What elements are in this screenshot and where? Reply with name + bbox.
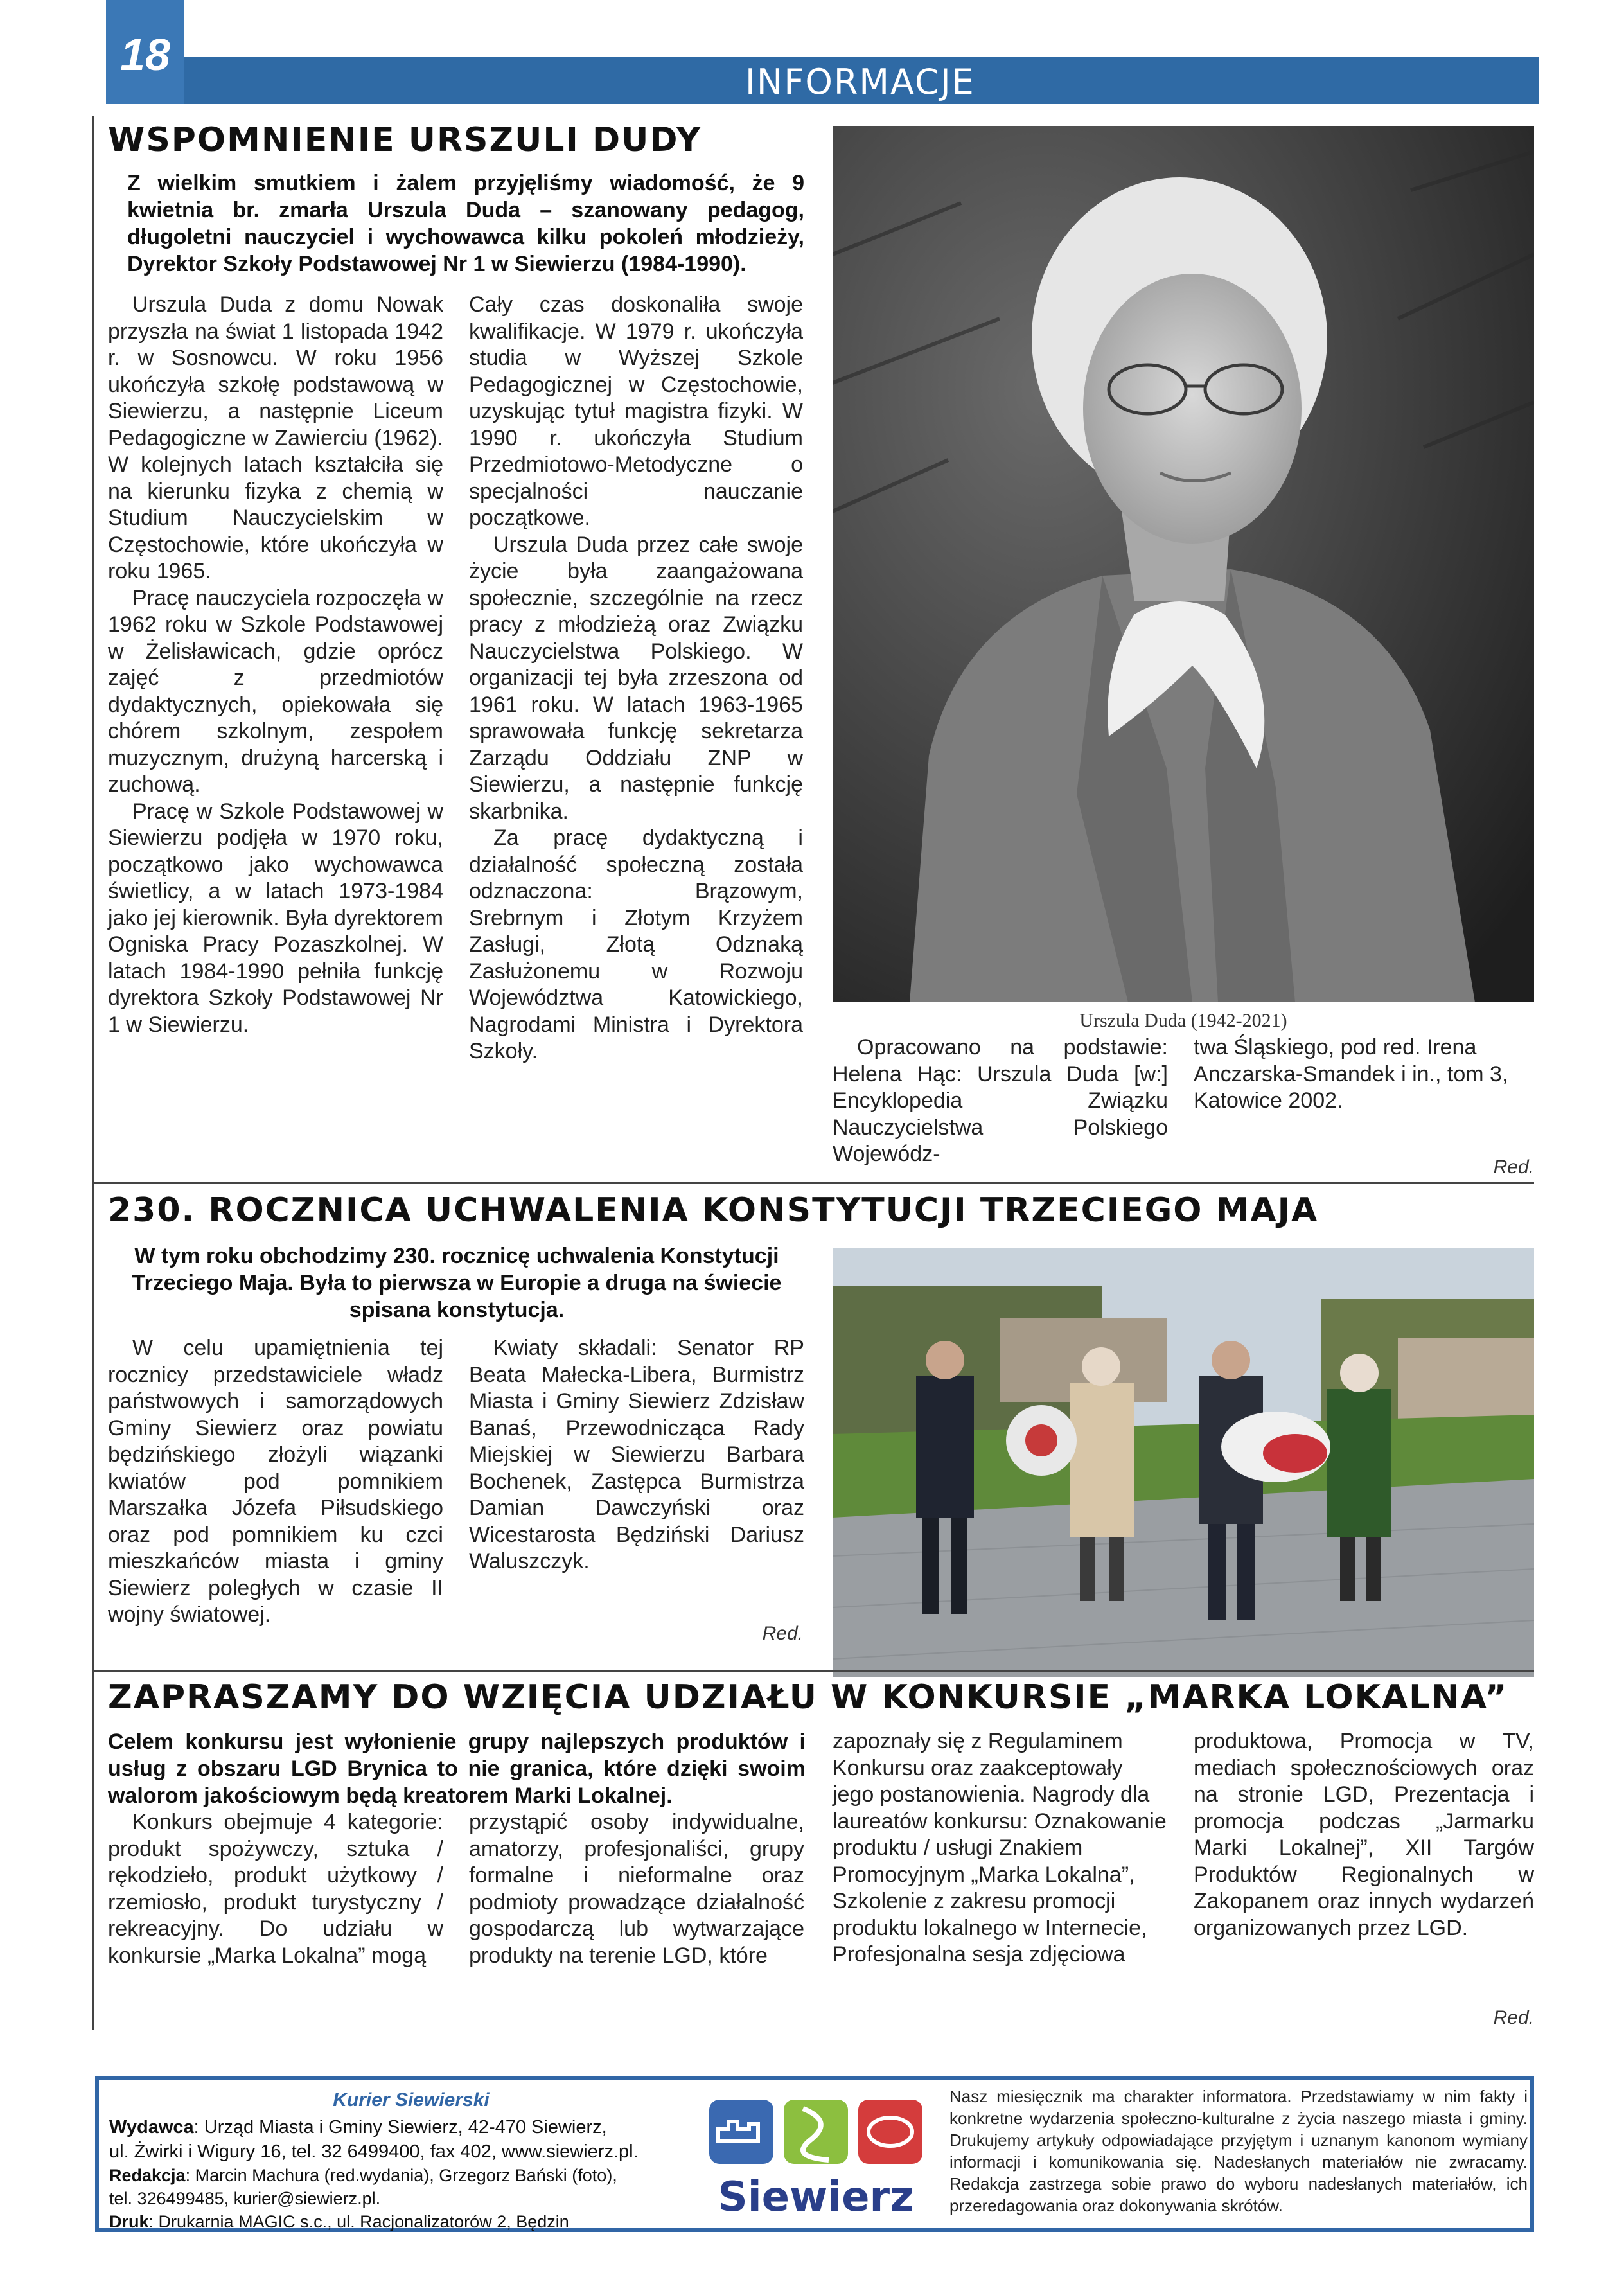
article2-col2 (469, 1335, 804, 1575)
column-rule (92, 116, 94, 1182)
editorial-line (109, 2164, 713, 2187)
article3-col4 (1194, 1728, 1534, 1942)
article2-title: 230. ROCZNICA UCHWALENIA KONSTYTUCJI TRZECIEGO MAJA (108, 1191, 1319, 1230)
source-text: twa Śląskiego, pod red. Irena Anczarska-Smandek i in., tom 3, Katowice 2002. (1194, 1035, 1508, 1113)
editorial-text: : Marcin Machura (red.wydania), Grzegorz Bański (foto), (185, 2166, 617, 2185)
article3-col2 (469, 1809, 804, 1969)
footer-title: Kurier Siewierski (333, 2089, 490, 2111)
footer-notice: Nasz miesięcznik ma charakter informatora. Przedstawiamy w nim fakty i konkretne wydarzenia społeczno-kulturalne z życia naszego miasta i gminy. Drukujemy artykuły odpowiadające przyjętym i uznanym kanonom wymiany informacji i komunikowania się. Nadesłanych materiałów nie zwracamy. Redakcja zastrzega sobie prawo do wyboru nadesłanych materiałów, ich przeredagowania oraz dokonywania skrótów. (949, 2087, 1528, 2215)
column-rule (92, 1182, 94, 1670)
print-label: Druk (109, 2212, 149, 2231)
article-divider (92, 1182, 1534, 1184)
article-divider (92, 1670, 1534, 1672)
paragraph: Urszula Duda przez całe swoje życie była zaangażowana społecznie, szczególnie na rzecz pracy z młodzieżą oraz Związku Nauczycielstwa Polskiego. W organizacji tej była zrzeszona od 1961 roku. W latach 1963-1965 sprawowała funkcję sekretarza Zarządu Oddziału ZNP w Siewierzu, a następnie funkcję skarbnika. (469, 532, 803, 824)
source-col2 (1194, 1034, 1534, 1115)
paragraph: Pracę w Szkole Podstawowej w Siewierzu podjęła w 1970 roku, początkowo jako wychowawca świetlicy, a w latach 1973-1984 jako jej kierownik. Była dyrektorem Ogniska Pracy Pozaszkolnej. W latach 1984-1990 pełniła funkcję dyrektora Szkoły Podstawowej Nr 1 w Siewierzu. (108, 799, 443, 1037)
publisher-label: Wydawca (109, 2117, 194, 2138)
section-title: INFORMACJE (745, 62, 975, 102)
editorial-label: Redakcja (109, 2166, 186, 2185)
photo-caption: Urszula Duda (1942-2021) (1079, 1010, 1287, 1031)
portrait-photo (833, 126, 1534, 1002)
publisher-line (109, 2115, 713, 2139)
source-text: Opracowano na podstawie: Helena Hąc: Urszula Duda [w:] Encyklopedia Związku Nauczycielstwa Polskiego Wojewódz- (833, 1035, 1168, 1166)
article1-col1 (108, 292, 443, 1038)
siewierz-logo (707, 2096, 925, 2224)
logo-text: Siewierz (718, 2173, 914, 2221)
address-line: ul. Żwirki i Wigury 16, tel. 32 6499400, fax 402, www.siewierz.pl. (109, 2141, 639, 2162)
footer-imprint (109, 2115, 713, 2233)
print-line (109, 2210, 713, 2233)
paragraph: Kwiaty składali: Senator RP Beata Małecka-Libera, Burmistrz Miasta i Gminy Siewierz Zdzisław Banaś, Przewodnicząca Rady Miejskiej w Siewierzu Barbara Bochenek, Zastępca Burmistrza Damian Dawczyński oraz Wicestarosta Będziński Dariusz Waluszczyk. (469, 1336, 804, 1573)
article3-lead: Celem konkursu jest wyłonienie grupy najlepszych produktów i usług z obszaru LGD Brynica to nie granica, które dzięki swoim walorom jakościowym będą kreatorem Marki Lokalnej. (108, 1730, 806, 1808)
paragraph: Pracę nauczyciela rozpoczęła w 1962 roku w Szkole Podstawowej w Żelisławicach, gdzie oprócz zajęć z przedmiotów dydaktycznych, opiekowała się chórem szkolnym, zespołem muzycznym, drużyną harcerską i zuchową. (108, 585, 443, 797)
paragraph: zapoznały się z Regulaminem Konkursu oraz zaakceptowały jego postanowienia. Nagrody dla laureatów konkursu: Oznakowanie produktu / usługi Znakiem Promocyjnym „Marka Lokalna”, Szkolenie z zakresu promocji produktu lokalnego w Internecie, Profesjonalna sesja zdjęciowa (833, 1729, 1167, 1967)
article3-col1 (108, 1809, 443, 1969)
paragraph: produktowa, Promocja w TV, mediach społecznościowych oraz na stronie LGD, Prezentacja i promocja podczas „Jarmarku Marki Lokalnej”, XII Targów Produktów Regionalnych w Zakopanem oraz innych wydarzeń organizowanych przez LGD. (1194, 1729, 1534, 1940)
article3-signature: Red. (1493, 2007, 1534, 2028)
publisher-text: : Urząd Miasta i Gminy Siewierz, 42-470 Siewierz, (193, 2117, 607, 2138)
article1-title: WSPOMNIENIE URSZULI DUDY (108, 121, 702, 159)
paragraph: Urszula Duda z domu Nowak przyszła na świat 1 listopada 1942 r. w Sosnowcu. W roku 1956 ukończyła szkołę podstawową w Siewierzu, a następnie Liceum Pedagogiczne w Zawierciu (1962). W kolejnych latach kształciła się na kierunku fizyka z chemią w Studium Nauczycielskim w Częstochowie, które ukończyła w roku 1965. (108, 292, 443, 583)
paragraph: Konkurs obejmuje 4 kategorie: produkt spożywczy, sztuka / rękodzieło, produkt użytkowy / rzemiosło, produkt turystyczny / rekreacyjny. Do udziału w konkursie „Marka Lokalna” mogą (108, 1810, 443, 1968)
article2-lead: W tym roku obchodzimy 230. rocznicę uchwalenia Konstytucji Trzeciego Maja. Była to pierwsza w Europie a druga na świecie spisana konstytucja. (132, 1244, 782, 1322)
article3-col3 (833, 1728, 1168, 1969)
column-rule (92, 1670, 94, 2030)
print-text: : Drukarnia MAGIC s.c., ul. Racjonalizatorów 2, Będzin (148, 2212, 569, 2231)
article1-col2 (469, 292, 803, 1065)
article1-lead: Z wielkim smutkiem i żalem przyjęliśmy wiadomość, że 9 kwietnia br. zmarła Urszula Duda – szanowany pedagog, długoletni nauczyciel i wychowawca kilku pokoleń młodzieży, Dyrektor Szkoły Podstawowej Nr 1 w Siewierzu (1984-1990). (127, 171, 804, 276)
article3-title: ZAPRASZAMY DO WZIĘCIA UDZIAŁU W KONKURSIE „MARKA LOKALNA” (108, 1678, 1508, 1717)
paragraph: W celu upamiętnienia tej rocznicy przedstawiciele władz państwowych i samorządowych Gminy Siewierz oraz powiatu będzińskiego złożyli wiązanki kwiatów pod pomnikiem Marszałka Józefa Piłsudskiego oraz pod pomnikiem ku czci mieszkańców miasta i gminy Siewierz poległych w czasie II wojny światowej. (108, 1336, 443, 1627)
paragraph: przystąpić osoby indywidualne, amatorzy, profesjonaliści, grupy formalne i nieformalne oraz podmioty prowadzące działalność gospodarczą lub wytwarzające produkty na terenie LGD, które (469, 1810, 804, 1968)
paragraph: Za pracę dydaktyczną i działalność społeczną została odznaczona: Brązowym, Srebrnym i Złotym Krzyżem Zasługi, Złotą Odznaką Zasłużonemu w Rozwoju Województwa Katowickiego, Nagrodami Ministra i Dyrektora Szkoły. (469, 826, 803, 1063)
article2-col1 (108, 1335, 443, 1629)
ceremony-photo (833, 1248, 1534, 1677)
paragraph: Cały czas doskonaliła swoje kwalifikacje. W 1979 r. ukończyła studia w Wyższej Szkole Pedagogicznej w Częstochowie, uzyskując tytuł magistra fizyki. W 1990 r. ukończyła Studium Przedmiotowo-Metodyczne o specjalności nauczanie początkowe. (469, 292, 803, 530)
article2-signature: Red. (762, 1623, 803, 1644)
logo-icon (707, 2096, 925, 2173)
editorial-contact: tel. 326499485, kurier@siewierz.pl. (109, 2189, 381, 2208)
source-col1 (833, 1034, 1168, 1168)
article1-signature: Red. (1493, 1156, 1534, 1178)
page-number: 18 (106, 0, 184, 104)
